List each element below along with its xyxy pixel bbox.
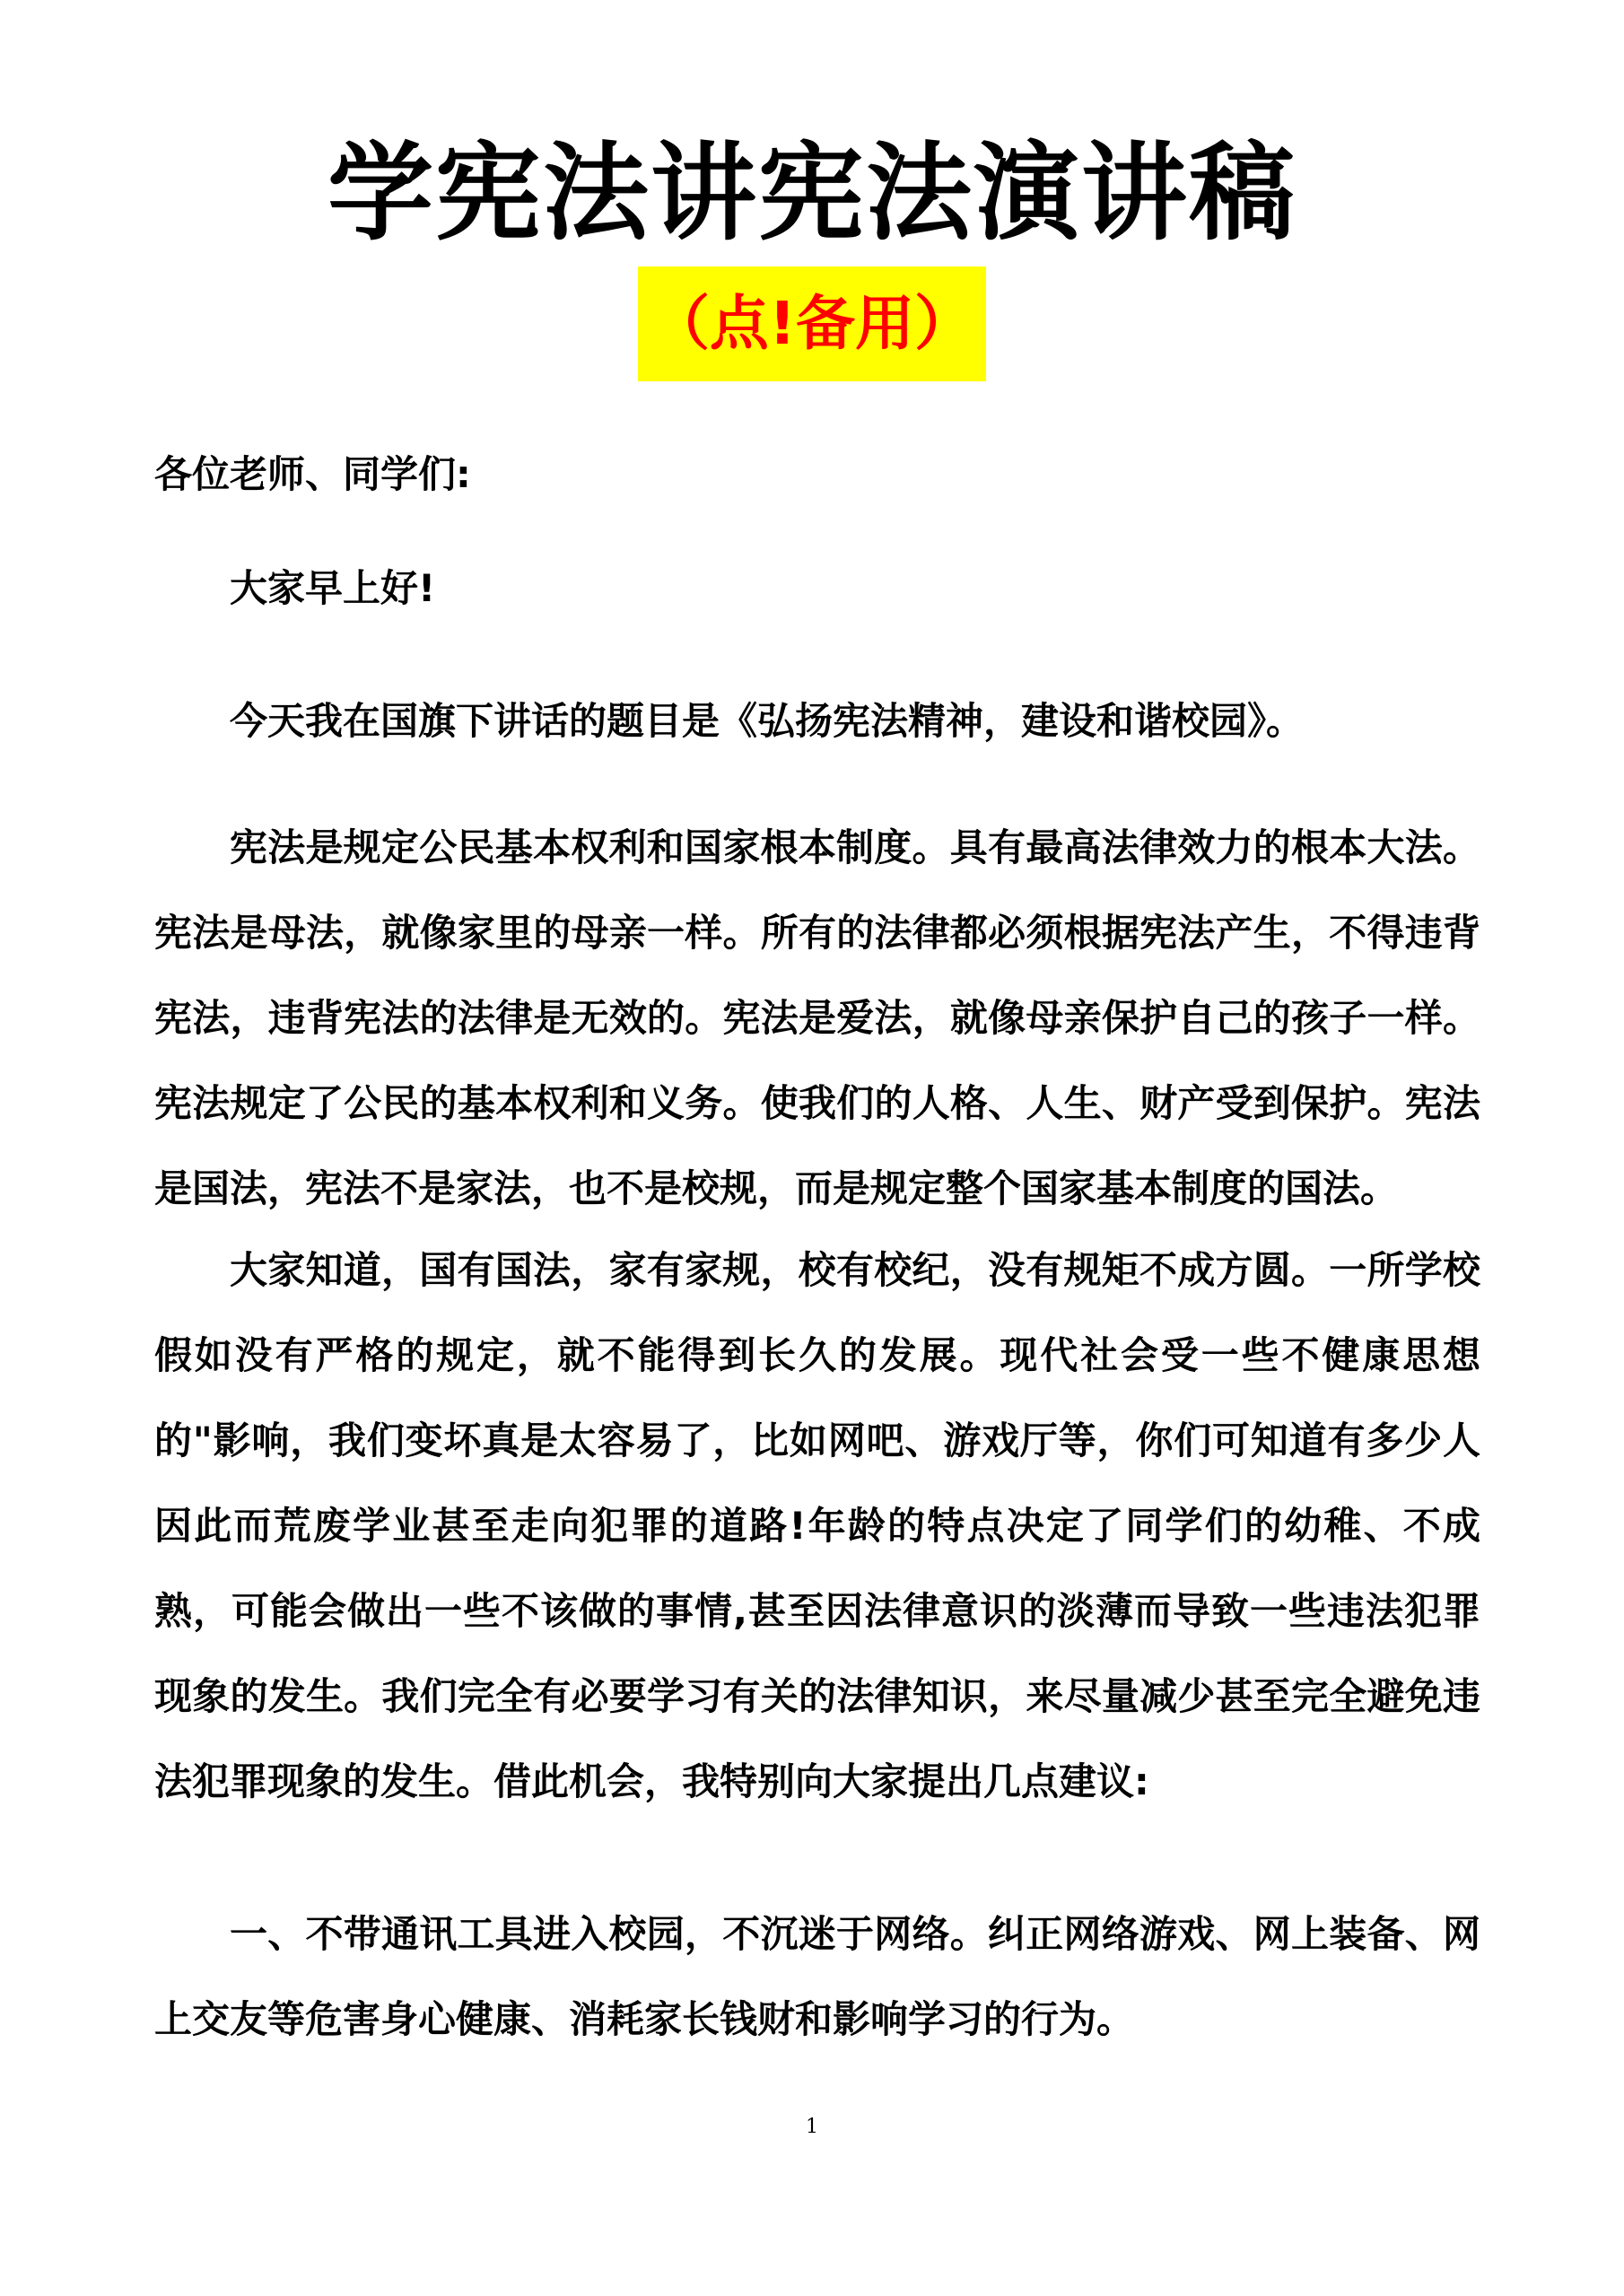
subtitle-container: [0, 266, 1624, 381]
paragraph-constitution: 宪法是规定公民基本权利和国家根本制度。具有最高法律效力的根本大法。宪法是母法，就像家里的母亲一样。所有的法律都必须根据宪法产生，不得违背宪法，违背宪法的法律是无效的。宪法是爱法，就像母亲保护自己的孩子一样。宪法规定了公民的基本权利和义务。使我们的人格、人生、财产受到保护。宪法是国法，宪法不是家法，也不是校规，而是规定整个国家基本制度的国法。: [154, 825, 1480, 1210]
paragraph-topic: 今天我在国旗下讲话的题目是《弘扬宪法精神，建设和谐校园》。: [230, 699, 1305, 743]
page-number: 1: [806, 2116, 818, 2138]
document-subtitle: （点!备用）: [638, 266, 986, 381]
paragraph-suggestion-one: 一、不带通讯工具进入校园，不沉迷于网络。纠正网络游戏、网上装备、网上交友等危害身心健康、消耗家长钱财和影响学习的行为。: [154, 1912, 1480, 2041]
paragraph-rules: 大家知道，国有国法，家有家规，校有校纪，没有规矩不成方圆。一所学校假如没有严格的规定，就不能得到长久的发展。现代社会受一些不健康思想的"影响，我们变坏真是太容易了，比如网吧、游戏厅等，你们可知道有多少人因此而荒废学业甚至走向犯罪的道路!年龄的特点决定了同学们的幼稚、不成熟，可能会做出一些不该做的事情,甚至因法律意识的淡薄而导致一些违法犯罪现象的发生。我们完全有必要学习有关的法律知识，来尽量减少甚至完全避免违法犯罪现象的发生。借此机会，我特别向大家提出几点建议:: [154, 1248, 1480, 1803]
document-title: 学宪法讲宪法演讲稿: [327, 131, 1297, 255]
salutation: 各位老师、同学们:: [154, 452, 471, 496]
paragraph-greeting: 大家早上好!: [230, 566, 436, 610]
